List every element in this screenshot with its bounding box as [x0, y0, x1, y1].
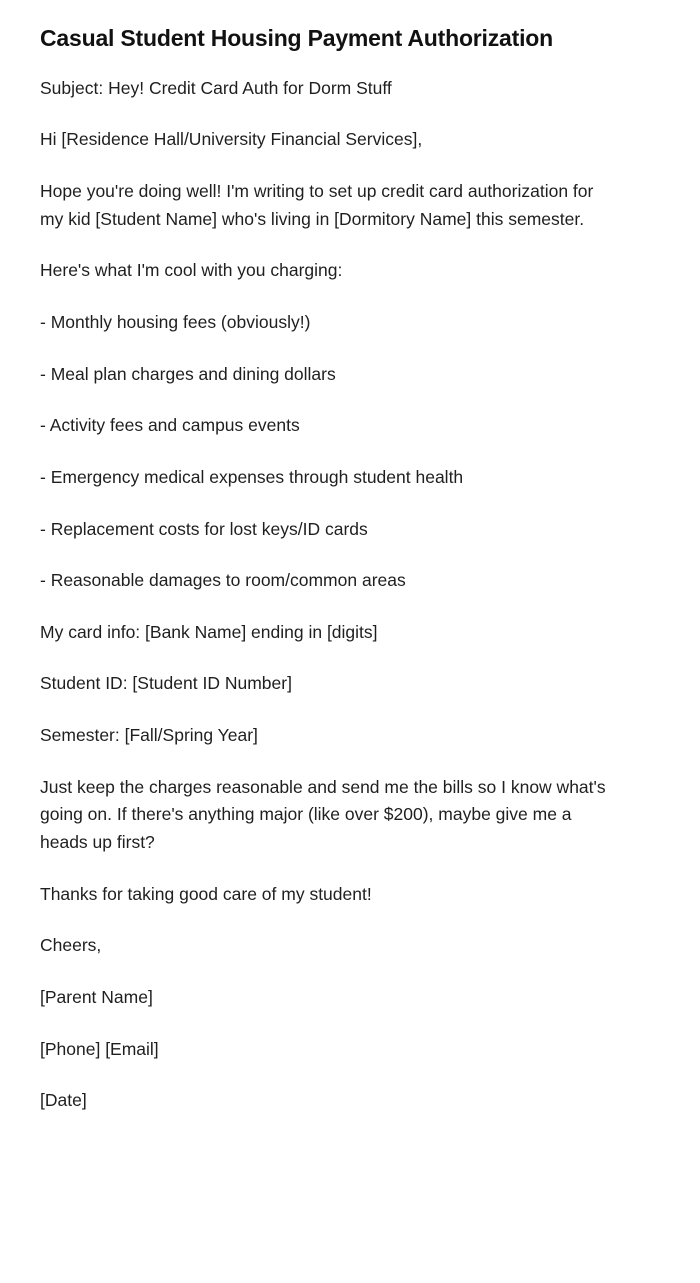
charge-item-damages: - Reasonable damages to room/common areas: [40, 570, 406, 591]
signature-contact: [Phone] [Email]: [40, 1038, 159, 1059]
semester-line: Semester: [Fall/Spring Year]: [40, 725, 258, 746]
signature-parent-name: [Parent Name]: [40, 986, 153, 1007]
charge-item-medical: - Emergency medical expenses through student health: [40, 466, 464, 487]
charge-item-housing-fees: - Monthly housing fees (obviously!): [40, 311, 311, 332]
page-title: Casual Student Housing Payment Authorization: [40, 25, 553, 51]
charges-lead-in: Here's what I'm cool with you charging:: [40, 260, 343, 281]
charge-item-replacement-costs: - Replacement costs for lost keys/ID cards: [40, 518, 368, 539]
thanks-line: Thanks for taking good care of my student!: [40, 883, 372, 904]
closing-instructions: Just keep the charges reasonable and send me the bills so I know what's going on. If there's anything major (like over $200), maybe give me a heads up first?: [40, 776, 606, 852]
subject-line: Subject: Hey! Credit Card Auth for Dorm Stuff: [40, 77, 392, 98]
card-info-line: My card info: [Bank Name] ending in [digits]: [40, 621, 378, 642]
charge-item-activity-fees: - Activity fees and campus events: [40, 415, 300, 436]
salutation: Hi [Residence Hall/University Financial Services],: [40, 129, 423, 150]
student-id-line: Student ID: [Student ID Number]: [40, 673, 292, 694]
charge-item-meal-plan: - Meal plan charges and dining dollars: [40, 363, 336, 384]
document-body: [40, 75, 660, 1115]
intro-paragraph: Hope you're doing well! I'm writing to set up credit card authorization for my kid [Student Name] who's living in [Dormitory Name] this semester.: [40, 181, 594, 229]
signature-date: [Date]: [40, 1090, 87, 1111]
sign-off: Cheers,: [40, 935, 102, 956]
